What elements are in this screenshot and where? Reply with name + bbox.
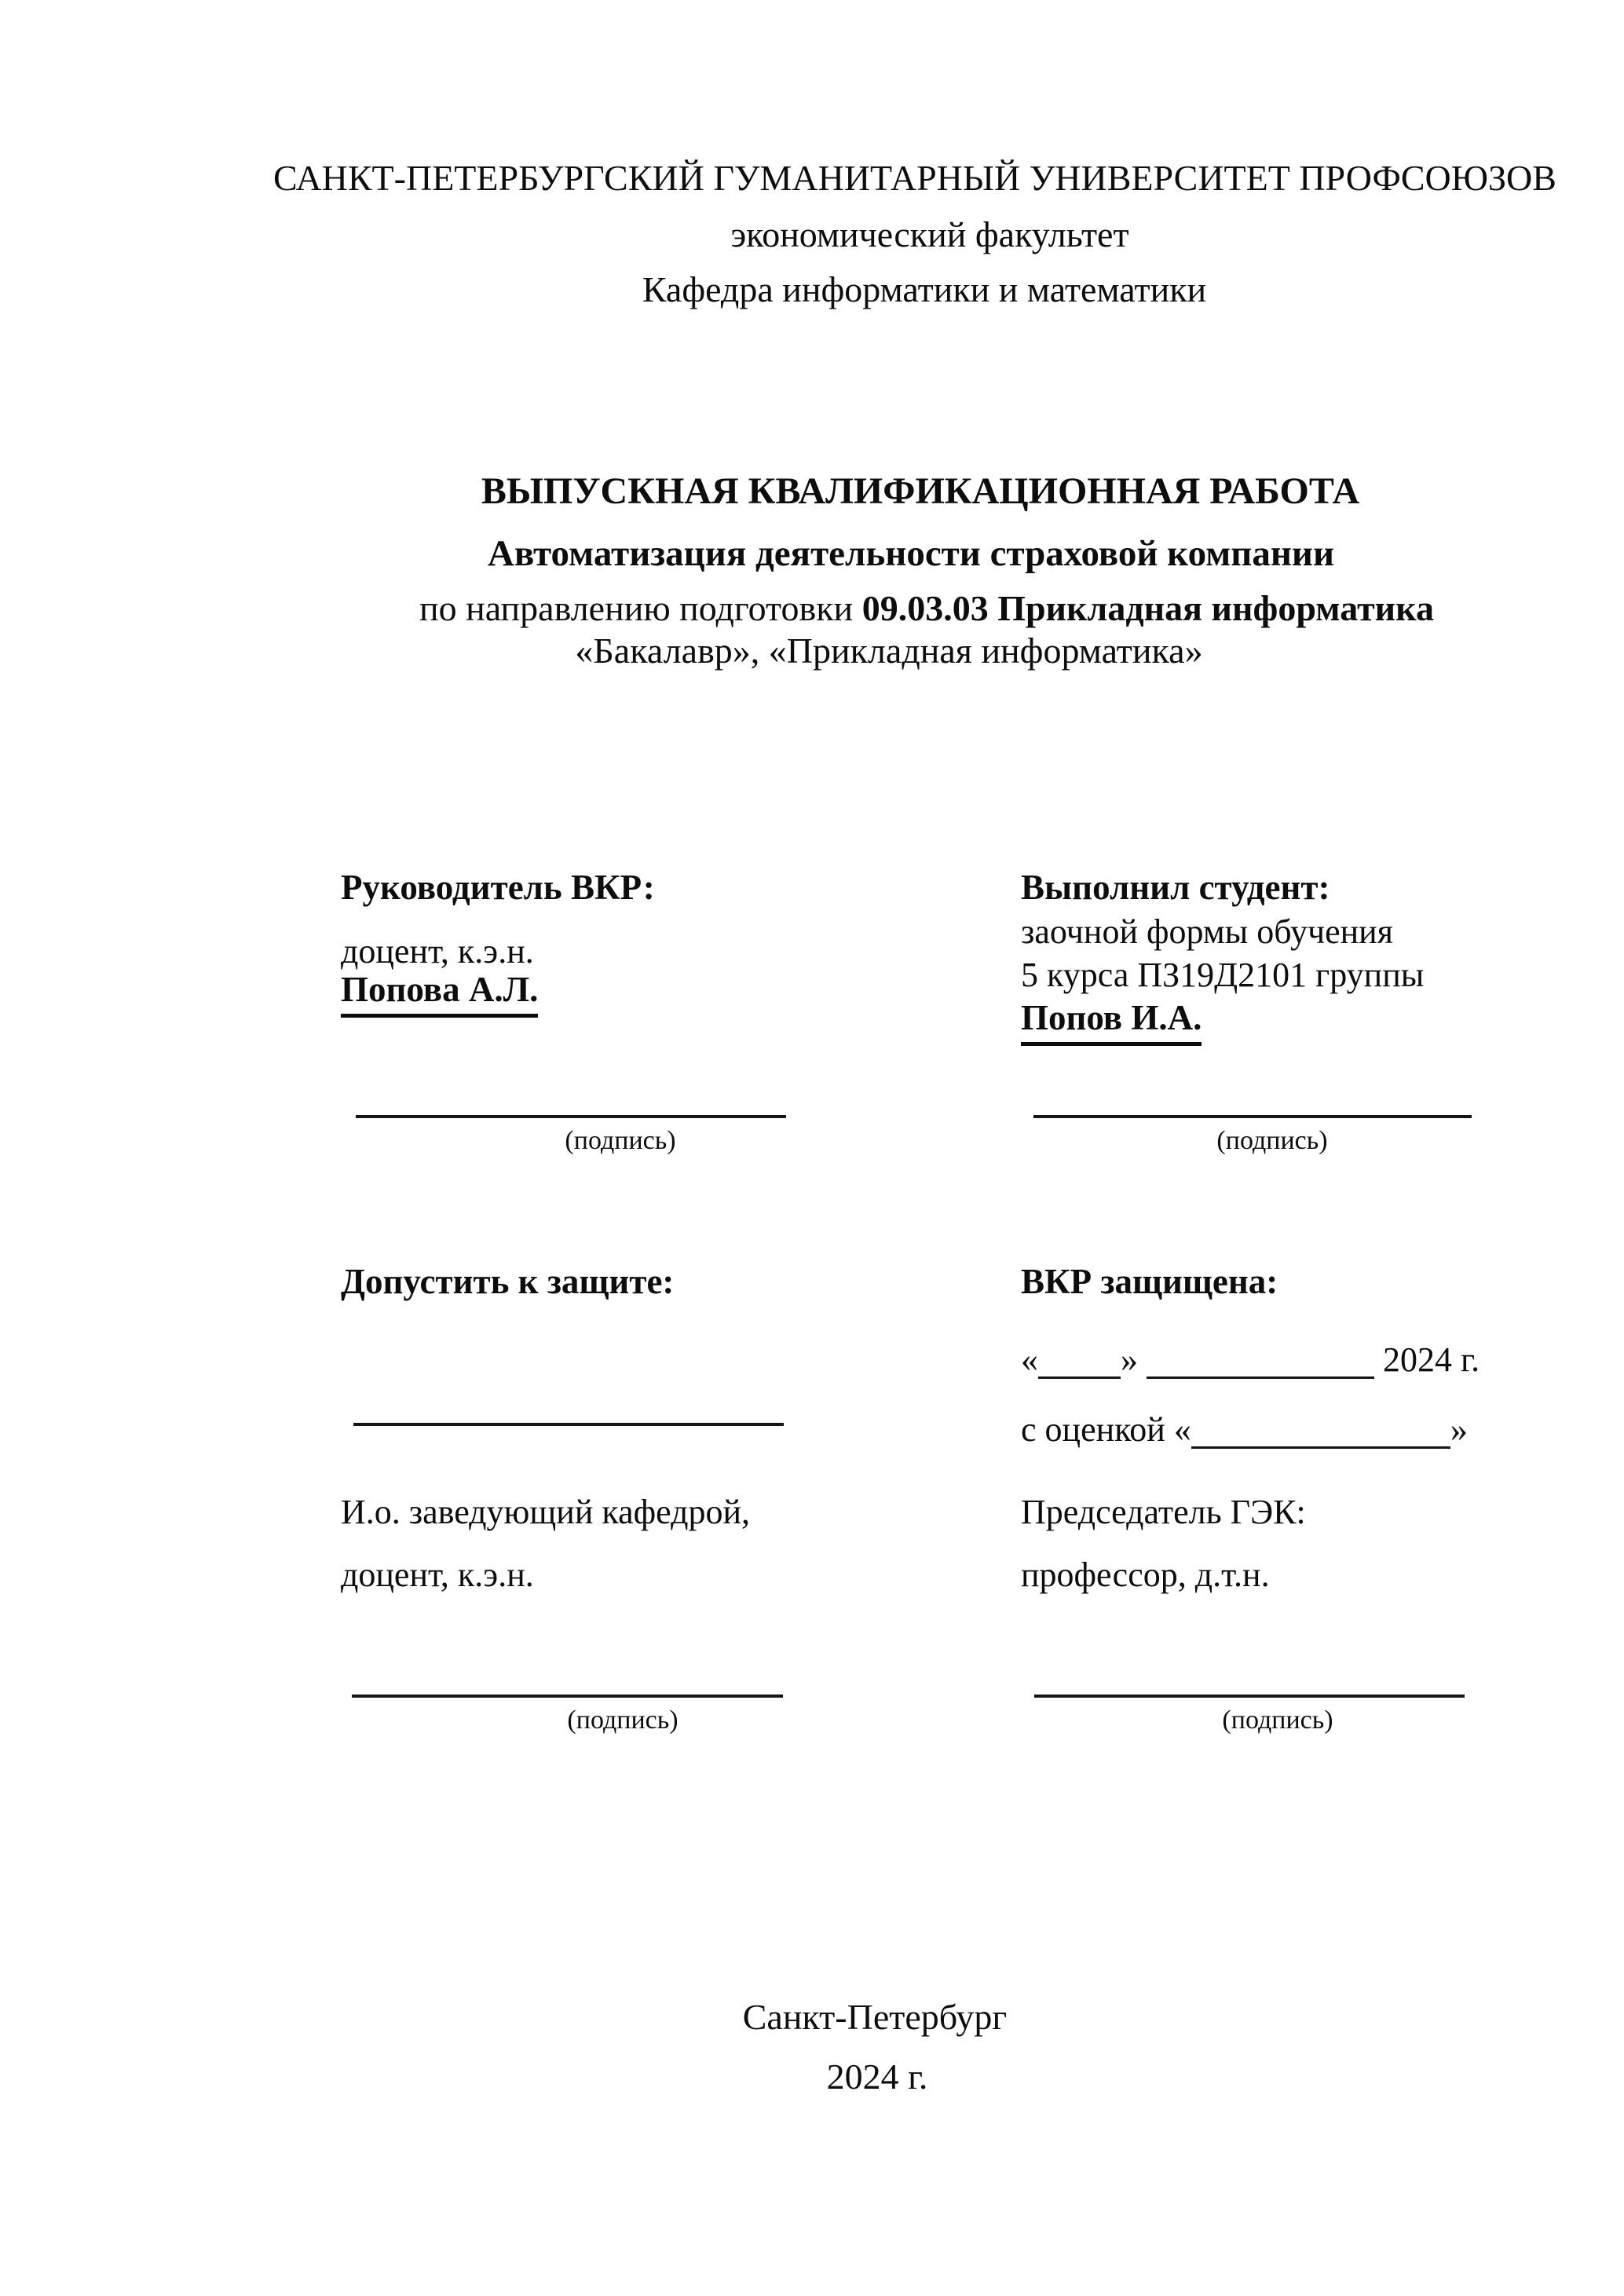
student-heading: Выполнил студент: — [1021, 868, 1330, 907]
grade-quote-close: » — [1450, 1410, 1468, 1449]
supervisor-name — [341, 969, 538, 1018]
acting-head-signature-caption: (подпись) — [567, 1706, 678, 1735]
direction-code: 09.03.03 Прикладная информатика — [861, 588, 1434, 628]
student-name — [1021, 997, 1202, 1046]
direction-prefix: по направлению подготовки — [419, 588, 862, 628]
gek-chair-title: Председатель ГЭК: — [1021, 1493, 1306, 1531]
supervisor-name-text: Попова А.Л. — [341, 969, 538, 1018]
acting-head-title: И.о. заведующий кафедрой, — [341, 1493, 751, 1531]
date-quote-open: « — [1021, 1340, 1038, 1379]
gek-chair-signature-caption: (подпись) — [1222, 1706, 1333, 1735]
direction-line — [419, 587, 1434, 629]
student-signature-line — [1033, 1115, 1472, 1118]
student-study-form: заочной формы обучения — [1021, 912, 1393, 951]
university-name: САНКТ-ПЕТЕРБУРГСКИЙ ГУМАНИТАРНЫЙ УНИВЕРСИТЕТ ПРОФСОЮЗОВ — [273, 158, 1556, 198]
supervisor-signature-caption: (подпись) — [565, 1126, 676, 1155]
faculty-name: экономический факультет — [730, 214, 1129, 254]
acting-head-degree: доцент, к.э.н. — [341, 1556, 534, 1594]
supervisor-signature-line — [356, 1115, 786, 1118]
supervisor-heading: Руководитель ВКР: — [341, 868, 655, 907]
admission-heading: Допустить к защите: — [341, 1262, 675, 1301]
student-signature-caption: (подпись) — [1216, 1126, 1328, 1155]
gek-chair-signature-line — [1034, 1695, 1465, 1698]
footer-city: Санкт-Петербург — [742, 1997, 1008, 2037]
supervisor-degree: доцент, к.э.н. — [341, 932, 534, 971]
work-title: Автоматизация деятельности страховой компании — [487, 533, 1335, 574]
work-type-title: ВЫПУСКНАЯ КВАЛИФИКАЦИОННАЯ РАБОТА — [481, 470, 1360, 512]
student-name-text: Попов И.А. — [1021, 997, 1202, 1046]
footer-year: 2024 г. — [826, 2057, 928, 2097]
defense-grade-line — [1021, 1409, 1468, 1450]
acting-head-signature-line — [352, 1695, 783, 1698]
grade-blank — [1191, 1412, 1450, 1449]
date-day-blank — [1038, 1342, 1121, 1379]
defense-date-line — [1021, 1340, 1480, 1380]
date-quote-close: » — [1121, 1340, 1138, 1379]
defense-heading: ВКР защищена: — [1021, 1262, 1278, 1301]
student-group: 5 курса ПЗ19Д2101 группы — [1021, 956, 1425, 994]
grade-prefix: с оценкой « — [1021, 1410, 1191, 1449]
admission-signature-line — [353, 1423, 784, 1426]
date-month-blank — [1147, 1342, 1374, 1379]
department-name: Кафедра информатики и математики — [642, 269, 1207, 309]
date-year-text: 2024 г. — [1383, 1340, 1480, 1379]
qualification-line: «Бакалавр», «Прикладная информатика» — [575, 631, 1203, 671]
gek-chair-degree: профессор, д.т.н. — [1021, 1556, 1270, 1594]
